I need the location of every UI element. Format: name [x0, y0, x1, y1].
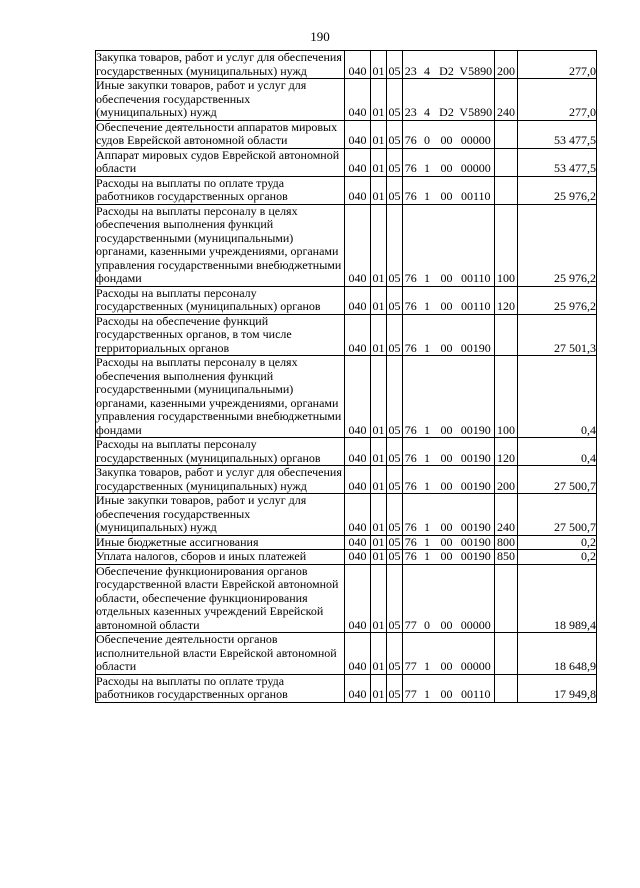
item-code: 00190	[458, 466, 495, 494]
subsection-code: 05	[387, 176, 403, 204]
subsection-code: 05	[387, 633, 403, 675]
admin-code: 040	[345, 356, 371, 438]
subprogram-code: 4	[419, 51, 436, 79]
row-name: Обеспечение функционирования органов государственной власти Еврейской автономной области, обеспечение функционирования отдельных казенных учреждений Еврейской автономной области	[96, 564, 345, 633]
group-code: 00	[436, 314, 458, 356]
expense-type-code: 100	[495, 356, 518, 438]
table-row	[96, 79, 597, 121]
section-code: 01	[371, 438, 387, 466]
expense-type-code: 100	[495, 204, 518, 286]
program-code: 76	[403, 535, 419, 550]
program-code: 23	[403, 79, 419, 121]
item-code: 00190	[458, 314, 495, 356]
subprogram-code: 1	[419, 176, 436, 204]
table-row	[96, 633, 597, 675]
group-code: 00	[436, 176, 458, 204]
subsection-code: 05	[388, 549, 401, 563]
section-code: 01	[371, 120, 387, 148]
subsection-code: 05	[387, 674, 403, 702]
budget-table	[95, 50, 597, 703]
section-code: 01	[371, 79, 387, 121]
section-code: 01	[371, 51, 387, 79]
program-code: 76	[403, 550, 419, 565]
section-code: 01	[371, 204, 387, 286]
subsection-code: 05	[387, 494, 403, 536]
subprogram-code: 1	[419, 674, 436, 702]
expense-type-code	[495, 176, 518, 204]
expense-type-code	[495, 120, 518, 148]
section-code: 01	[371, 466, 387, 494]
row-name: Аппарат мировых судов Еврейской автономной области	[96, 148, 345, 176]
row-name: Иные бюджетные ассигнования	[96, 535, 345, 550]
expense-type-code	[495, 674, 518, 702]
item-code: V5890	[458, 79, 495, 121]
amount: 25 976,2	[518, 204, 597, 286]
program-code: 77	[403, 633, 419, 675]
subsection-code: 05	[387, 286, 403, 314]
program-code: 76	[403, 438, 419, 466]
expense-type-code	[495, 633, 518, 675]
admin-code: 040	[345, 79, 371, 121]
amount: 18 648,9	[518, 633, 597, 675]
table-row	[96, 51, 597, 79]
program-code: 76	[403, 286, 419, 314]
expense-type-code: 120	[495, 286, 518, 314]
group-code: 00	[436, 494, 458, 536]
section-code: 01	[371, 674, 387, 702]
group-code: 00	[436, 438, 458, 466]
subprogram-code: 1	[419, 466, 436, 494]
item-code: 00110	[458, 176, 495, 204]
row-name: Расходы на выплаты персоналу в целях обеспечения выполнения функций государственными (муниципальными) органами, казенными учреждениями, органами управления государственными внебюджетными фондами	[96, 356, 345, 438]
item-code: V5890	[458, 51, 495, 79]
expense-type-code: 850	[495, 550, 518, 565]
row-name: Иные закупки товаров, работ и услуг для обеспечения государственных (муниципальных) нужд	[96, 494, 345, 536]
admin-code: 040	[345, 314, 371, 356]
table-row	[96, 356, 597, 438]
row-name: Расходы на выплаты персоналу государственных (муниципальных) органов	[96, 286, 345, 314]
expense-type-code	[495, 314, 518, 356]
admin-code: 040	[345, 550, 371, 565]
program-code: 76	[403, 176, 419, 204]
row-name: Уплата налогов, сборов и иных платежей	[96, 550, 345, 565]
subprogram-code: 1	[419, 148, 436, 176]
group-code: 00	[436, 148, 458, 176]
expense-type-code: 800	[495, 535, 518, 550]
item-code: 00190	[458, 535, 495, 550]
admin-code: 040	[345, 204, 371, 286]
table-row	[96, 550, 597, 565]
group-code: 00	[436, 674, 458, 702]
row-name: Закупка товаров, работ и услуг для обеспечения государственных (муниципальных) нужд	[96, 466, 345, 494]
item-code: 00110	[458, 674, 495, 702]
expense-type-code: 240	[495, 79, 518, 121]
program-code: 23	[403, 51, 419, 79]
item-code: 00110	[458, 204, 495, 286]
subprogram-code: 1	[419, 633, 436, 675]
admin-code: 040	[345, 674, 371, 702]
admin-code: 040	[345, 51, 371, 79]
section-code: 01	[372, 549, 385, 563]
table-row	[96, 204, 597, 286]
subsection-code: 05	[387, 466, 403, 494]
admin-code: 040	[345, 286, 371, 314]
section-code: 01	[371, 633, 387, 675]
row-name: Расходы на выплаты по оплате труда работников государственных органов	[96, 176, 345, 204]
admin-code: 040	[345, 535, 371, 550]
subprogram-code: 1	[419, 356, 436, 438]
item-code: 00000	[458, 148, 495, 176]
group-code: 00	[436, 120, 458, 148]
admin-code: 040	[345, 466, 371, 494]
section-code: 01	[372, 534, 385, 549]
subsection-code: 05	[387, 438, 403, 466]
row-name: Обеспечение деятельности аппаратов мировых судов Еврейской автономной области	[96, 120, 345, 148]
amount: 277,0	[518, 79, 597, 121]
budget-table-body	[96, 51, 597, 703]
subprogram-code: 0	[419, 564, 436, 633]
table-row	[96, 494, 597, 536]
amount: 25 976,2	[518, 286, 597, 314]
expense-type-code: 120	[495, 438, 518, 466]
group-code: 00	[436, 466, 458, 494]
subprogram-code: 1	[419, 314, 436, 356]
program-code: 77	[403, 564, 419, 633]
group-code: 00	[436, 633, 458, 675]
amount: 17 949,8	[518, 674, 597, 702]
group-code: 00	[436, 550, 458, 565]
group-code: 00	[436, 204, 458, 286]
subsection-code: 05	[387, 204, 403, 286]
table-row	[96, 466, 597, 494]
item-code: 00000	[458, 633, 495, 675]
admin-code: 040	[345, 148, 371, 176]
table-row	[96, 564, 597, 633]
page-number: 190	[310, 29, 330, 44]
section-code: 01	[371, 176, 387, 204]
subprogram-code: 1	[419, 438, 436, 466]
item-code: 00190	[458, 356, 495, 438]
section-code: 01	[371, 314, 387, 356]
amount: 25 976,2	[518, 176, 597, 204]
amount: 27 500,7	[518, 494, 597, 536]
amount: 27 500,7	[518, 466, 597, 494]
section-code: 01	[371, 494, 387, 536]
expense-type-code: 200	[495, 466, 518, 494]
amount: 0,2	[518, 550, 597, 565]
admin-code: 040	[345, 120, 371, 148]
item-code: 00000	[458, 120, 495, 148]
subsection-code: 05	[387, 314, 403, 356]
admin-code: 040	[345, 176, 371, 204]
program-code: 76	[403, 494, 419, 536]
group-code: D2	[436, 51, 458, 79]
subprogram-code: 1	[419, 535, 436, 550]
section-code: 01	[371, 564, 387, 633]
subprogram-code: 1	[419, 204, 436, 286]
subsection-code: 05	[387, 79, 403, 121]
group-code: 00	[436, 356, 458, 438]
table-row	[96, 438, 597, 466]
subsection-code: 05	[387, 148, 403, 176]
amount: 27 501,3	[518, 314, 597, 356]
program-code: 76	[403, 148, 419, 176]
section-code: 01	[371, 148, 387, 176]
amount: 0,2	[518, 535, 597, 550]
subsection-code: 05	[387, 120, 403, 148]
subprogram-code: 0	[419, 120, 436, 148]
amount: 53 477,5	[518, 120, 597, 148]
subsection-code: 05	[388, 534, 401, 549]
amount: 53 477,5	[518, 148, 597, 176]
section-code: 01	[371, 286, 387, 314]
row-name: Иные закупки товаров, работ и услуг для обеспечения государственных (муниципальных) нужд	[96, 79, 345, 121]
table-row	[96, 148, 597, 176]
subprogram-code: 1	[419, 286, 436, 314]
row-name: Расходы на выплаты по оплате труда работников государственных органов	[96, 674, 345, 702]
table-row	[96, 176, 597, 204]
item-code: 00190	[458, 494, 495, 536]
table-row	[96, 535, 597, 550]
program-code: 76	[403, 204, 419, 286]
row-name: Расходы на выплаты персоналу в целях обеспечения выполнения функций государственными (муниципальными) органами, казенными учреждениями, органами управления государственными внебюджетными фондами	[96, 204, 345, 286]
subsection-code: 05	[387, 51, 403, 79]
section-code: 01	[371, 356, 387, 438]
program-code: 77	[403, 674, 419, 702]
amount: 277,0	[518, 51, 597, 79]
subsection-code: 05	[387, 564, 403, 633]
expense-type-code	[495, 148, 518, 176]
item-code: 00000	[458, 564, 495, 633]
row-name: Расходы на выплаты персоналу государственных (муниципальных) органов	[96, 438, 345, 466]
table-row	[96, 286, 597, 314]
admin-code: 040	[345, 633, 371, 675]
row-name: Закупка товаров, работ и услуг для обеспечения государственных (муниципальных) нужд	[96, 51, 345, 79]
admin-code: 040	[345, 494, 371, 536]
admin-code: 040	[345, 564, 371, 633]
program-code: 76	[403, 466, 419, 494]
row-name: Расходы на обеспечение функций государственных органов, в том числе территориальных органов	[96, 314, 345, 356]
subprogram-code: 1	[419, 494, 436, 536]
subprogram-code: 4	[419, 79, 436, 121]
amount: 0,4	[518, 356, 597, 438]
subprogram-code: 1	[419, 550, 436, 565]
program-code: 76	[403, 356, 419, 438]
group-code: 00	[436, 286, 458, 314]
expense-type-code: 240	[495, 494, 518, 536]
item-code: 00110	[458, 286, 495, 314]
program-code: 76	[403, 314, 419, 356]
item-code: 00190	[458, 438, 495, 466]
program-code: 76	[403, 120, 419, 148]
table-row	[96, 120, 597, 148]
table-row	[96, 314, 597, 356]
expense-type-code	[495, 564, 518, 633]
amount: 18 989,4	[518, 564, 597, 633]
group-code: D2	[436, 79, 458, 121]
item-code: 00190	[458, 550, 495, 565]
table-row	[96, 674, 597, 702]
row-name: Обеспечение деятельности органов исполнительной власти Еврейской автономной области	[96, 633, 345, 675]
subsection-code: 05	[387, 356, 403, 438]
amount: 0,4	[518, 438, 597, 466]
admin-code: 040	[345, 438, 371, 466]
expense-type-code: 200	[495, 51, 518, 79]
group-code: 00	[436, 535, 458, 550]
group-code: 00	[436, 564, 458, 633]
